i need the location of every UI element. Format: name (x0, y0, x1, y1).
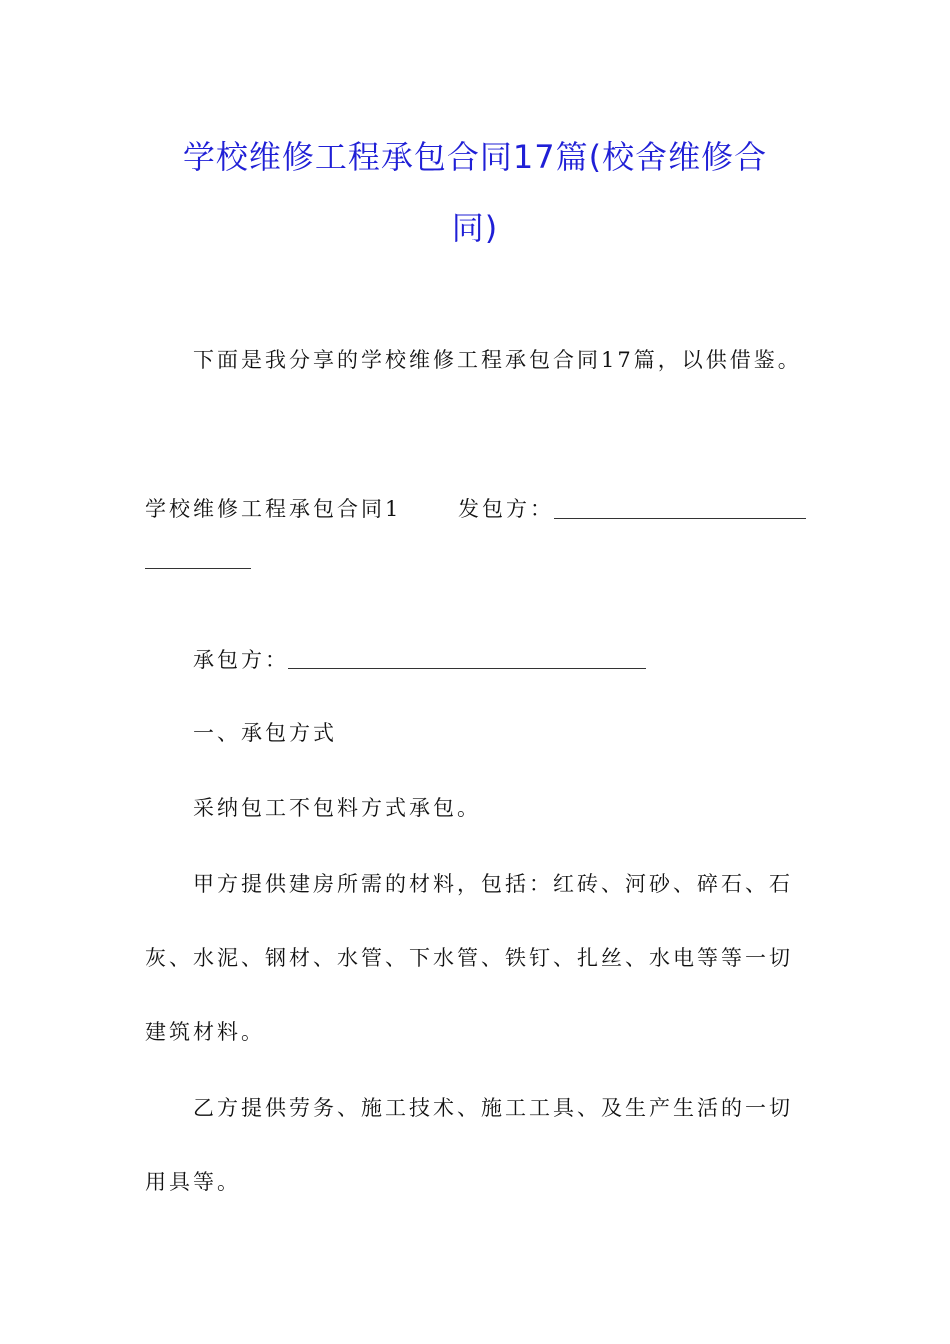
document-title-line-1: 学校维修工程承包合同17篇(校舍维修合 (182, 138, 768, 176)
party-a-blank (554, 498, 806, 519)
paragraph-2-line-2: 灰、水泥、钢材、水管、下水管、铁钉、扎丝、水电等等一切 (145, 946, 793, 970)
paragraph-1: 采纳包工不包料方式承包。 (193, 796, 481, 820)
paragraph-3-line-1: 乙方提供劳务、施工技术、施工工具、及生产生活的一切 (193, 1096, 793, 1120)
party-b-blank (288, 648, 646, 669)
party-a-blank-continued (145, 548, 251, 569)
contract-heading: 学校维修工程承包合同1 (145, 497, 402, 521)
document-title-line-2: 同) (451, 209, 499, 247)
party-b-label: 承包方： (193, 648, 289, 672)
paragraph-2-line-3: 建筑材料。 (145, 1020, 265, 1044)
intro-paragraph: 下面是我分享的学校维修工程承包合同17篇，以供借鉴。 (193, 348, 802, 372)
party-a-label: 发包方： (458, 497, 554, 521)
paragraph-3-line-2: 用具等。 (145, 1170, 241, 1194)
paragraph-2-line-1: 甲方提供建房所需的材料，包括：红砖、河砂、碎石、石 (193, 872, 793, 896)
section-heading: 一、承包方式 (193, 721, 337, 745)
